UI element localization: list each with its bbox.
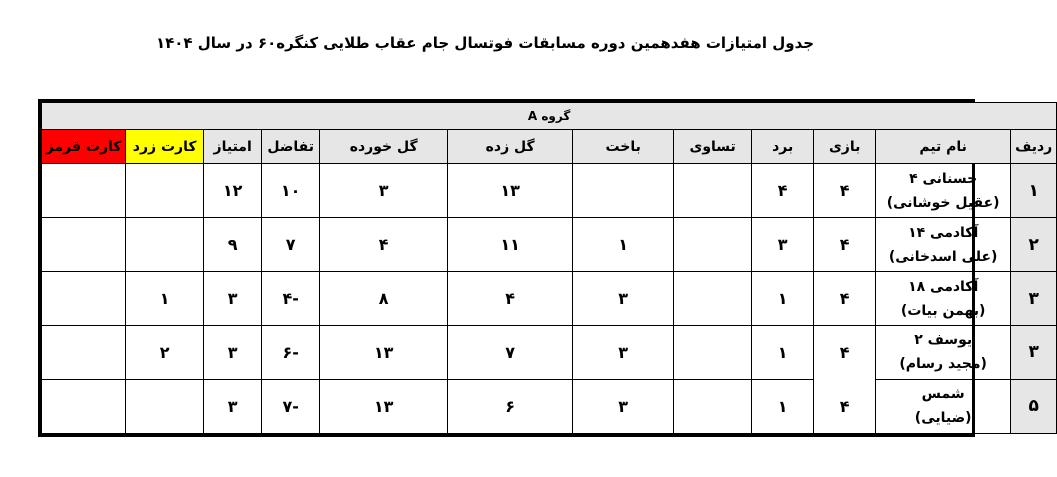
header-yellow-card: کارت زرد [126, 130, 204, 164]
cell-goals-against: ۸ [320, 272, 448, 326]
header-red-card: کارت قرمز [42, 130, 126, 164]
team-coach: (بهمن بیات) [900, 302, 986, 319]
cell-drawn [674, 379, 752, 433]
page-title: جدول امتیازات هفدهمین دوره مسابقات فوتسال جام عقاب طلایی کنگره۶۰ در سال ۱۴۰۴ [155, 34, 815, 52]
cell-points: ۳ [204, 272, 262, 326]
cell-goals-for: ۱۳ [448, 164, 573, 218]
team-name: شمس [921, 386, 965, 403]
cell-lost: ۳ [573, 379, 674, 433]
standings-table-frame [38, 99, 1053, 437]
table-row [42, 379, 1057, 433]
header-goals-for: گل زده [448, 130, 573, 164]
cell-played: ۴ [814, 325, 876, 379]
cell-lost: ۳ [573, 272, 674, 326]
cell-won: ۱ [752, 379, 814, 433]
cell-diff: -۷ [262, 379, 320, 433]
cell-won: ۳ [752, 218, 814, 272]
cell-won: ۱ [752, 272, 814, 326]
header-lost: باخت [573, 130, 674, 164]
cell-lost: ۱ [573, 218, 674, 272]
cell-yellow [126, 379, 204, 433]
standings-table [41, 102, 1057, 434]
cell-goals-for: ۶ [448, 379, 573, 433]
header-drawn: تساوی [674, 130, 752, 164]
team-name: یوسف ۲ [914, 332, 973, 349]
header-won: برد [752, 130, 814, 164]
cell-diff: -۶ [262, 325, 320, 379]
header-row [42, 130, 1057, 164]
cell-goals-against: ۱۳ [320, 325, 448, 379]
header-goals-against: گل خورده [320, 130, 448, 164]
cell-diff: -۴ [262, 272, 320, 326]
team-name: آکادمی ۱۴ [908, 224, 979, 241]
table-row [42, 218, 1057, 272]
cell-team [876, 164, 1011, 218]
cell-yellow: ۲ [126, 325, 204, 379]
cell-team [876, 218, 1011, 272]
cell-drawn [674, 218, 752, 272]
cell-rank: ۱ [1011, 164, 1057, 218]
team-coach: (ضیایی) [914, 410, 972, 427]
cell-team [876, 379, 1011, 433]
cell-rank: ۳ [1011, 272, 1057, 326]
cell-goals-for: ۴ [448, 272, 573, 326]
table-row [42, 325, 1057, 379]
cell-drawn [674, 164, 752, 218]
cell-played: ۴ [814, 272, 876, 326]
cell-goals-against: ۳ [320, 164, 448, 218]
team-coach: (مجید رسام) [899, 356, 987, 373]
cell-points: ۱۲ [204, 164, 262, 218]
team-name: حسنانی ۴ [909, 170, 978, 187]
cell-won: ۱ [752, 325, 814, 379]
cell-goals-for: ۷ [448, 325, 573, 379]
cell-points: ۹ [204, 218, 262, 272]
header-team: نام تیم [876, 130, 1011, 164]
cell-goals-against: ۱۳ [320, 379, 448, 433]
team-coach: (علی اسدخانی) [888, 248, 998, 265]
cell-yellow: ۱ [126, 272, 204, 326]
cell-yellow [126, 164, 204, 218]
cell-red [42, 325, 126, 379]
cell-goals-against: ۴ [320, 218, 448, 272]
cell-points: ۳ [204, 325, 262, 379]
cell-rank: ۵ [1011, 379, 1057, 433]
cell-lost [573, 164, 674, 218]
cell-goals-for: ۱۱ [448, 218, 573, 272]
cell-yellow [126, 218, 204, 272]
cell-red [42, 218, 126, 272]
table-row [42, 272, 1057, 326]
header-points: امتیاز [204, 130, 262, 164]
cell-team [876, 325, 1011, 379]
cell-played: ۴ [814, 379, 876, 433]
table-row [42, 164, 1057, 218]
cell-drawn [674, 325, 752, 379]
cell-red [42, 272, 126, 326]
cell-rank: ۲ [1011, 218, 1057, 272]
cell-points: ۳ [204, 379, 262, 433]
header-rank: ردیف [1011, 130, 1057, 164]
cell-played: ۴ [814, 218, 876, 272]
cell-diff: ۱۰ [262, 164, 320, 218]
cell-rank: ۳ [1011, 325, 1057, 379]
header-played: بازی [814, 130, 876, 164]
cell-drawn [674, 272, 752, 326]
header-diff: تفاضل [262, 130, 320, 164]
cell-won: ۴ [752, 164, 814, 218]
team-name: آکادمی ۱۸ [908, 278, 979, 295]
group-label: گروه A [42, 103, 1057, 130]
cell-team [876, 272, 1011, 326]
cell-diff: ۷ [262, 218, 320, 272]
cell-red [42, 164, 126, 218]
cell-played: ۴ [814, 164, 876, 218]
cell-lost: ۳ [573, 325, 674, 379]
cell-red [42, 379, 126, 433]
team-coach: (عقیل خوشانی) [886, 194, 1000, 211]
